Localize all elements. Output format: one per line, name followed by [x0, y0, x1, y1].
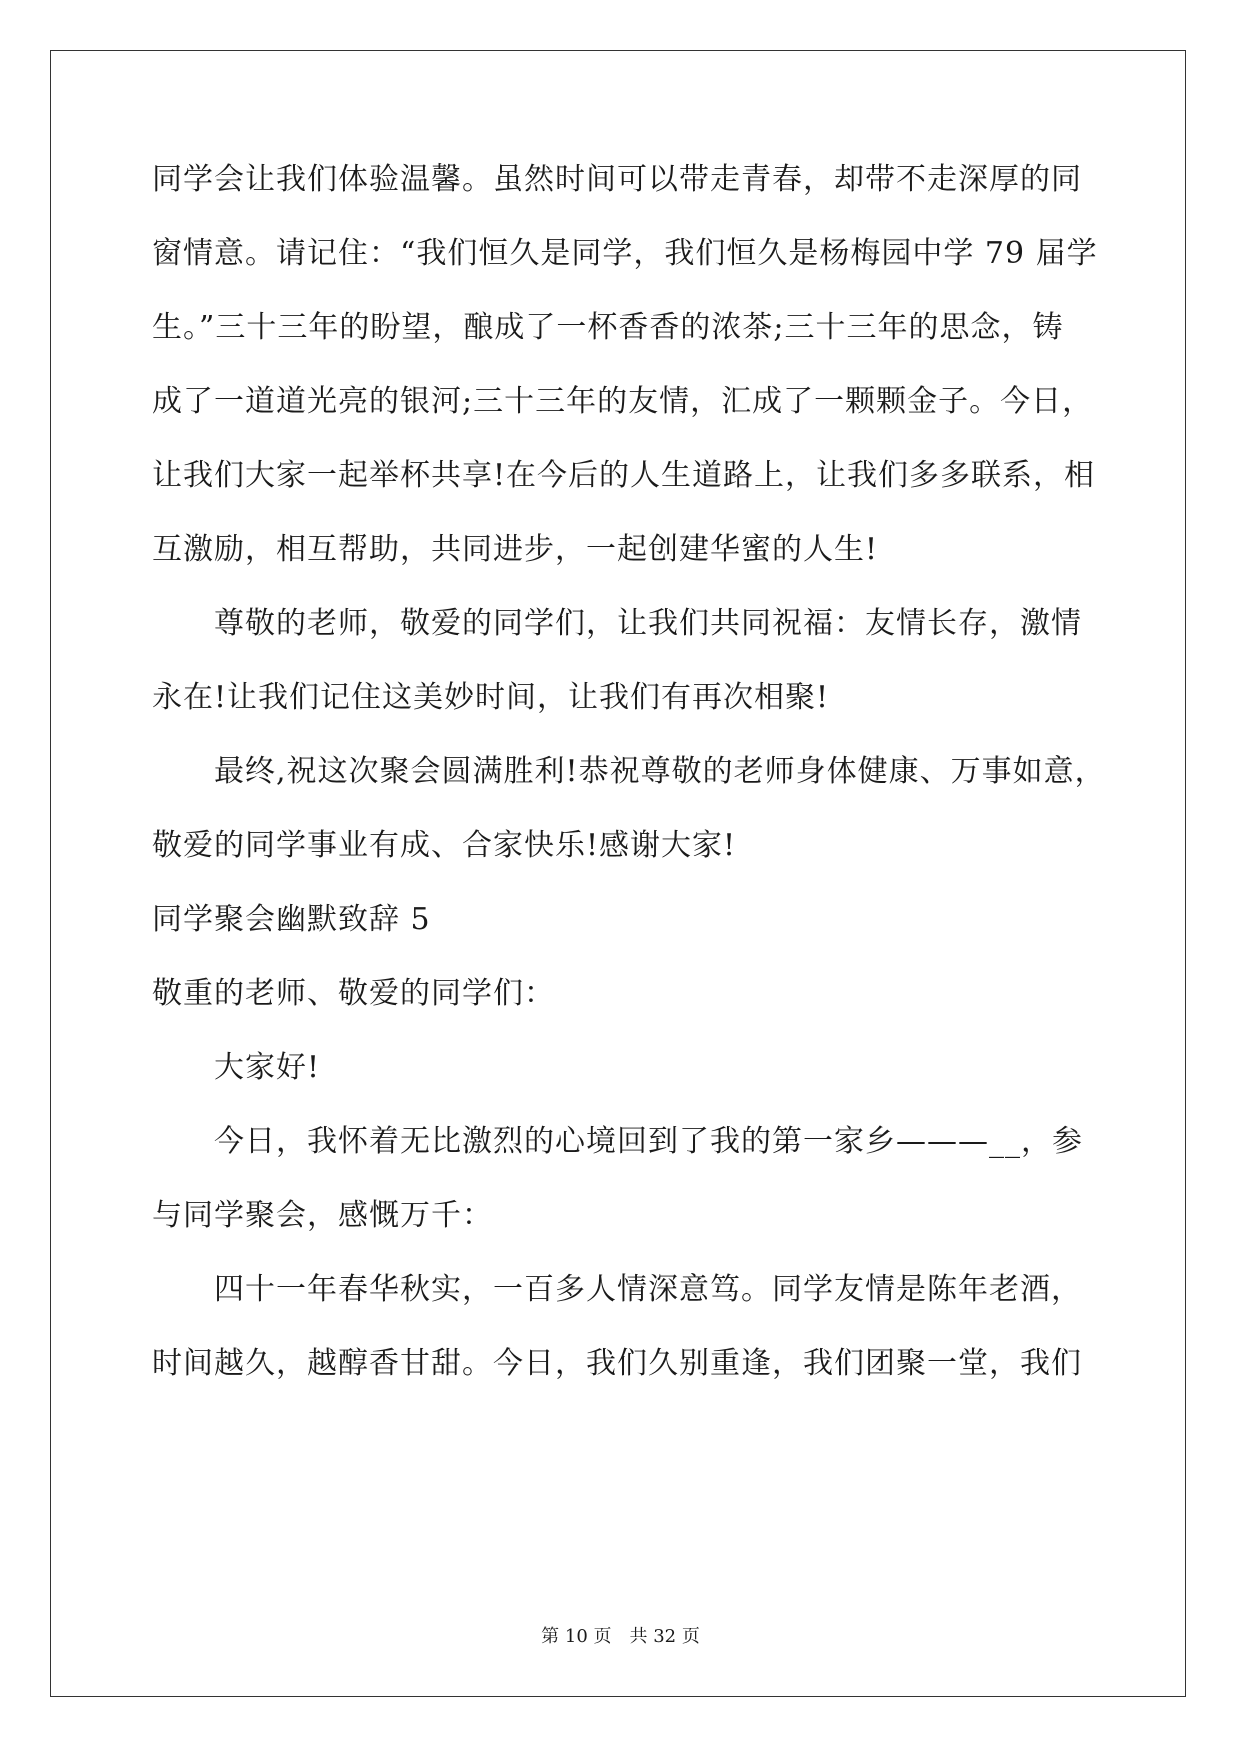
text-line: 生。”三十三年的盼望，酿成了一杯香香的浓茶;三十三年的思念，铸 [152, 310, 1064, 345]
text-line: 同学会让我们体验温馨。虽然时间可以带走青春，却带不走深厚的同 [152, 162, 1082, 197]
paragraph-start-line: 今日，我怀着无比激烈的心境回到了我的第一家乡———__，参 [214, 1124, 1083, 1159]
paragraph-start-line: 尊敬的老师，敬爱的同学们，让我们共同祝福：友情长存，激情 [214, 606, 1082, 641]
page-number-footer: 第 10 页 共 32 页 [541, 1626, 700, 1647]
text-line: 敬爱的同学事业有成、合家快乐!感谢大家! [152, 828, 737, 863]
text-line: 时间越久，越醇香甘甜。今日，我们久别重逢，我们团聚一堂，我们 [152, 1346, 1082, 1381]
text-line: 与同学聚会，感慨万千： [152, 1198, 493, 1233]
page-frame [50, 50, 1186, 1697]
greeting-line: 大家好! [214, 1050, 321, 1085]
text-line: 永在!让我们记住这美妙时间，让我们有再次相聚! [152, 680, 830, 715]
text-line: 互激励，相互帮助，共同进步，一起创建华蜜的人生! [152, 532, 879, 567]
text-line: 成了一道道光亮的银河;三十三年的友情，汇成了一颗颗金子。今日， [152, 384, 1094, 419]
paragraph-start-line: 最终,祝这次聚会圆满胜利!恭祝尊敬的老师身体健康、万事如意， [214, 754, 1106, 789]
text-line: 让我们大家一起举杯共享!在今后的人生道路上，让我们多多联系，相 [152, 458, 1096, 493]
text-line: 窗情意。请记住：“我们恒久是同学，我们恒久是杨梅园中学 79 届学 [152, 236, 1098, 271]
salutation: 敬重的老师、敬爱的同学们： [152, 976, 555, 1011]
section-heading: 同学聚会幽默致辞 5 [152, 902, 431, 937]
paragraph-start-line: 四十一年春华秋实，一百多人情深意笃。同学友情是陈年老酒， [214, 1272, 1082, 1307]
